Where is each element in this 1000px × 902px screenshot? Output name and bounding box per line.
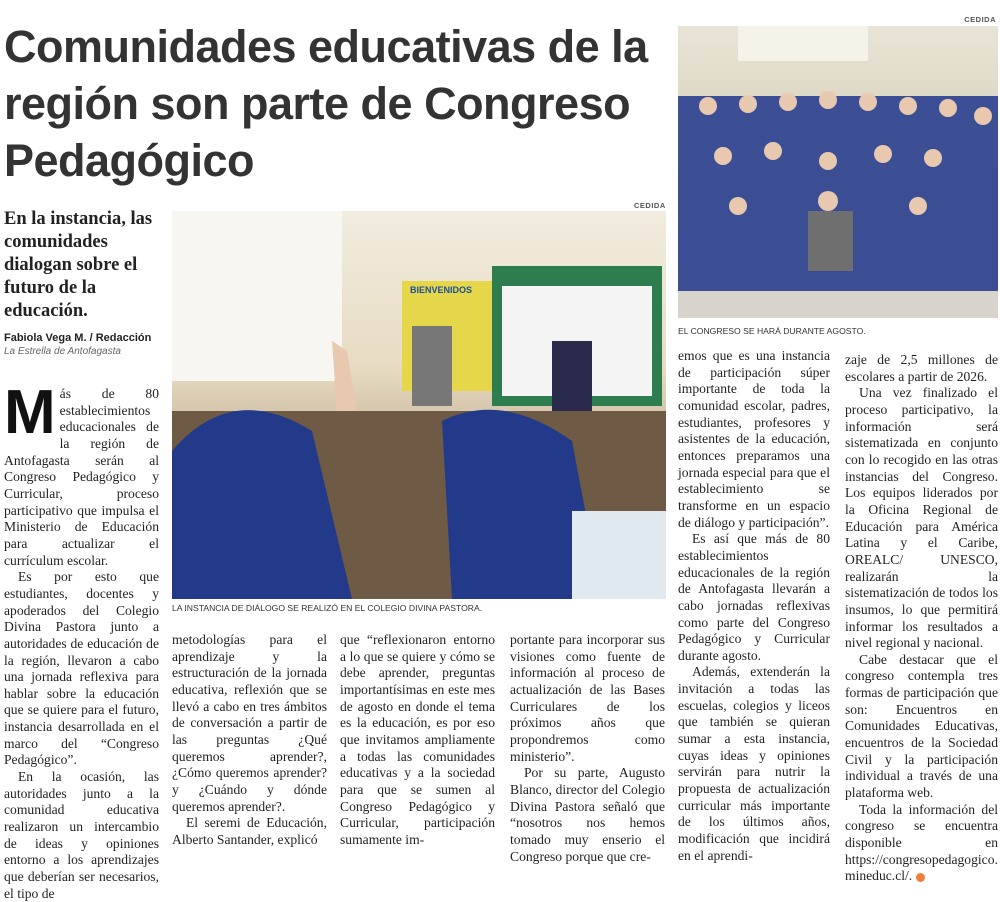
- side-photo-credit: CEDIDA: [964, 15, 996, 24]
- side-photo-caption: EL CONGRESO SE HARÁ DURANTE AGOSTO.: [678, 326, 866, 336]
- drop-cap: M: [4, 378, 56, 447]
- paragraph: Toda la información del congreso se encuentra disponible en https://congresopedagogico.mineduc.cl/.: [845, 801, 998, 884]
- body-column-1: [4, 378, 159, 902]
- byline: Fabiola Vega M. / Redacción: [4, 332, 152, 344]
- body-column-5: [678, 348, 830, 864]
- classroom-photo-illustration: [172, 211, 666, 599]
- paragraph: Por su parte, Augusto Blanco, director del Colegio Divina Pastora señaló que “nosotros nos hemos tomado muy enserio el Congreso porque que cre-: [510, 765, 665, 864]
- paragraph: emos que es una instancia de participación súper importante de toda la comunidad escolar, padres, estudiantes, profesores y asistentes de la educación, entonces preparamos una jornada especial para que el establecimiento se transforme en un espacio de diálogo y participación”.: [678, 348, 830, 530]
- body-column-4: [510, 632, 665, 865]
- paragraph: que “reflexionaron entorno a lo que se quiere y cómo se debe aprender, preguntas importantísimas en este mes de agosto en donde el tema es la educación, es por eso que invitamos ampliamente a todas las comunidades educativas y a la sociedad para que se sumen al Congreso Pedagógico y Curricular, participación sumamente im-: [340, 632, 495, 847]
- paragraph: Cabe destacar que el congreso contempla tres formas de participación que son: Encuentros en Comunidades Educativas, encuentros de la Sociedad Civil y la participación individual a través de una plataforma web.: [845, 651, 998, 801]
- group-photo: [678, 26, 998, 318]
- publication-source: La Estrella de Antofagasta: [4, 346, 121, 357]
- group-photo-illustration: [678, 26, 998, 318]
- paragraph: portante para incorporar sus visiones como fuente de información al proceso de actualización de las Bases Curriculares de los próximos años que propondremos como ministerio”.: [510, 632, 665, 764]
- deck-subtitle: En la instancia, las comunidades dialogan sobre el futuro de la educación.: [4, 209, 153, 321]
- main-photo-credit: CEDIDA: [634, 201, 666, 210]
- body-column-2: [172, 632, 327, 849]
- paragraph: Es así que más de 80 establecimientos educacionales de la región de Antofagasta llevarán a cabo jornadas reflexivas como parte del Congreso Pedagógico y Curricular durante agosto.: [678, 531, 830, 663]
- body-column-3: [340, 632, 495, 849]
- paragraph: ás de 80 establecimientos educacionales de la región de Antofagasta serán al Congreso Pedagógico y Curricular, proceso participativo que impulsa el Ministerio de Educación para actualizar el currículum escolar.: [4, 386, 159, 568]
- paragraph: Además, extenderán la invitación a todas las escuelas, colegios y liceos que también se quieran sumar a esta instancia, cuyas ideas y opiniones servirán para nutrir la propuesta de actualización curricular más importante de los últimos años, modificación que incidirá en el aprendi-: [678, 664, 830, 863]
- paragraph: En la ocasión, las autoridades junto a la comunidad educativa realizaron un intercambio de ideas y opiniones entorno a los aprendizajes que deberían ser necesarios, el tipo de: [4, 769, 159, 901]
- paragraph: zaje de 2,5 millones de escolares a partir de 2026.: [845, 352, 998, 384]
- main-photo-caption: LA INSTANCIA DE DIÁLOGO SE REALIZÓ EN EL COLEGIO DIVINA PASTORA.: [172, 603, 483, 613]
- end-of-article-icon: [916, 873, 925, 882]
- paragraph: El seremi de Educación, Alberto Santander, explicó: [172, 815, 327, 847]
- paragraph: metodologías para el aprendizaje y la estructuración de la jornada educativa, reflexión que se llevó a cabo en tres ámbitos de conversación a partir de las preguntas ¿Qué queremos aprender?, ¿Cómo queremos aprender? y ¿Cuándo y dónde queremos aprender?.: [172, 632, 327, 814]
- paragraph: Es por esto que estudiantes, docentes y apoderados del Colegio Divina Pastora junto a autoridades de educación de la región, llevaron a cabo una jornada reflexiva para hablar sobre la educación que se quiere para el futuro, instancia desarrollada en el marco del “Congreso Pedagógico”.: [4, 569, 159, 768]
- headline: Comunidades educativas de la región son parte de Congreso Pedagógico: [4, 21, 648, 186]
- paragraph: Una vez finalizado el proceso participativo, la información será sistematizada en conjunto con lo recogido en las otras instancias del Congreso. Los equipos liderados por la Oficina Regional de Educación para América Latina y el Caribe, OREALC/ UNESCO, realizarán la sistematización de todos los insumos, lo que permitirá informar los resultados a nivel regional y nacional.: [845, 385, 998, 651]
- body-column-6: [845, 352, 998, 885]
- classroom-photo: [172, 211, 666, 599]
- welcome-sign: BIENVENIDOS: [410, 285, 473, 295]
